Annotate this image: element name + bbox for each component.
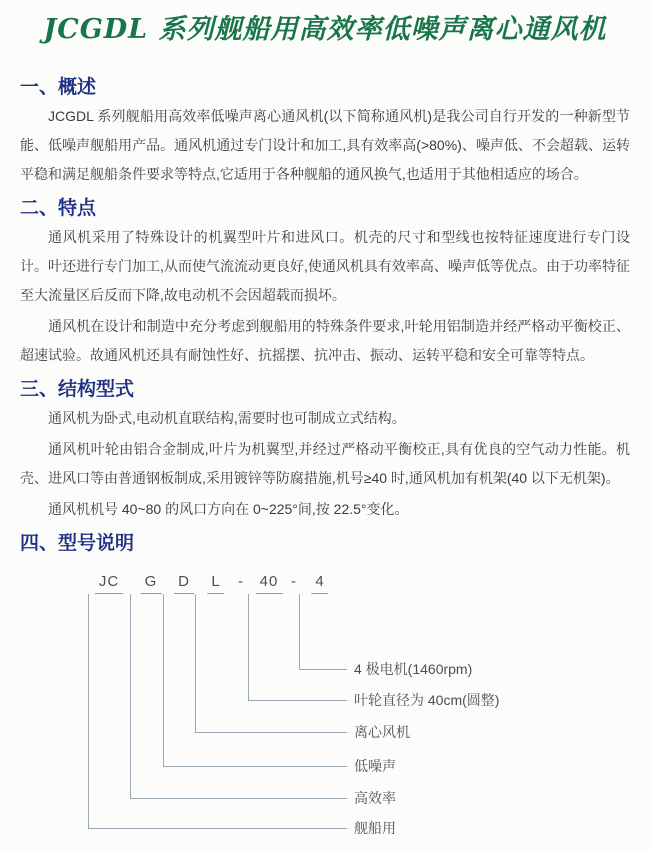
connector-line-g [130, 594, 131, 798]
model-code-label-marine: 舰船用 [354, 820, 396, 836]
connector-line-motor [299, 669, 347, 670]
model-code-part-jc: JC [95, 573, 123, 594]
section-features [20, 197, 630, 370]
model-code-part-g: G [141, 573, 162, 594]
connector-line-marine [88, 828, 347, 829]
model-code-diagram [20, 564, 630, 850]
model-code-dash: - [291, 573, 297, 590]
model-code-part-l: L [207, 573, 224, 594]
connector-line-4 [299, 594, 300, 669]
connector-line-lownoise [163, 766, 347, 767]
page-title: JCGDL 系列舰船用高效率低噪声离心通风机 [43, 14, 607, 45]
overview-paragraph: JCGDL 系列舰船用高效率低噪声离心通风机(以下简称通风机)是我公司自行开发的一种新型节能、低噪声舰船用产品。通风机通过专门设计和加工,具有效率高(>80%)、噪声低、不会超载、运转平稳和满足舰船条件要求等特点,它适用于各种舰船的通风换气,也适用于其他相适应的场合。 [20, 108, 630, 182]
section-heading-structure: 三、结构型式 [20, 379, 135, 400]
model-code-part-d: D [174, 573, 194, 594]
section-overview [20, 76, 630, 189]
structure-paragraph-1: 通风机为卧式,电动机直联结构,需要时也可制成立式结构。 [48, 410, 406, 426]
section-model-designation [20, 532, 630, 850]
section-heading-features: 二、特点 [20, 198, 97, 219]
model-code-part-40: 40 [256, 573, 283, 594]
connector-line-40 [248, 594, 249, 700]
section-heading-model: 四、型号说明 [20, 533, 135, 554]
model-code-label-diameter: 叶轮直径为 40cm(圆整) [354, 692, 500, 708]
connector-line-centrifugal [195, 732, 347, 733]
model-code-label-centrifugal: 离心风机 [354, 724, 410, 740]
model-code-part-4: 4 [311, 573, 328, 594]
connector-line-efficiency [130, 798, 347, 799]
model-code-label-motor: 4 极电机(1460rpm) [354, 661, 473, 677]
section-structure [20, 378, 630, 524]
connector-line-diameter [248, 700, 347, 701]
structure-paragraph-3: 通风机机号 40~80 的风口方向在 0~225°间,按 22.5°变化。 [48, 501, 409, 517]
connector-line-d [163, 594, 164, 766]
model-code-label-lownoise: 低噪声 [354, 758, 396, 774]
features-paragraph-1: 通风机采用了特殊设计的机翼型叶片和进风口。机壳的尺寸和型线也按特征速度进行专门设计。叶还进行专门加工,从而使气流流动更良好,使通风机具有效率高、噪声低等优点。由于功率特征至大流量区后反而下降,故电动机不会因超载而损坏。 [20, 229, 630, 303]
connector-line-jc [88, 594, 89, 828]
model-code-dash: - [238, 573, 244, 590]
features-paragraph-2: 通风机在设计和制造中充分考虑到舰船用的特殊条件要求,叶轮用铝制造并经严格动平衡校正、超速试验。故通风机还具有耐蚀性好、抗摇摆、抗冲击、振动、运转平稳和安全可靠等特点。 [20, 318, 630, 363]
connector-line-l [195, 594, 196, 732]
model-code-label-efficiency: 高效率 [354, 790, 396, 806]
section-heading-overview: 一、概述 [20, 77, 97, 98]
structure-paragraph-2: 通风机叶轮由铝合金制成,叶片为机翼型,并经过严格动平衡校正,具有优良的空气动力性能。机壳、进风口等由普通钢板制成,采用镀锌等防腐措施,机号≥40 时,通风机加有机架(40 以下无机架)。 [20, 441, 630, 486]
